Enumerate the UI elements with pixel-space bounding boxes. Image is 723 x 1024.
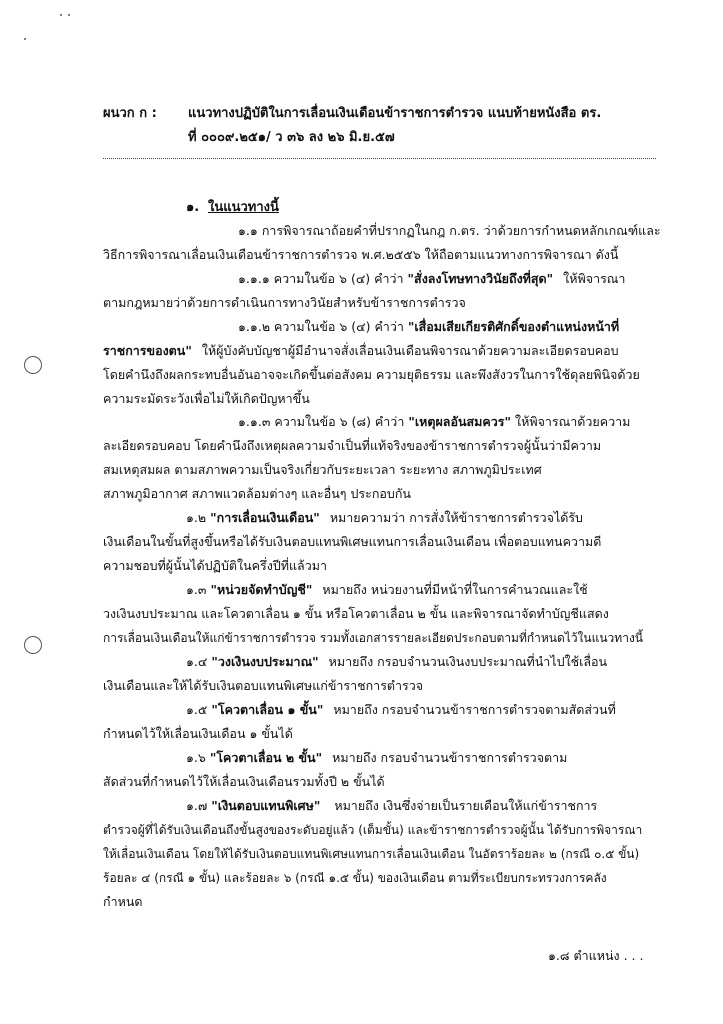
p14-line1	[186, 656, 607, 669]
page-continuation: ๑.๘ ตำแหน่ง . . .	[548, 948, 644, 963]
p112-term1: "เสื่อมเสียเกียรติศักดิ์ของตำแหน่งหน้าที่	[407, 319, 620, 334]
punch-hole-upper	[24, 356, 42, 374]
p14-line2: เงินเดือนและให้ได้รับเงินตอบแทนพิเศษแก่ข้าราชการตำรวจ	[103, 678, 424, 693]
p112-lead: ๑.๑.๒ ความในข้อ ๖ (๔) คำว่า	[238, 319, 404, 334]
p17-line3: ให้เลื่อนเงินเดือน โดยให้ได้รับเงินตอบแทนพิเศษแทนการเลื่อนเงินเดือน ในอัตราร้อยละ ๒ (กรณี ๐.๕ ขั้น)	[103, 847, 640, 861]
p15-line1	[186, 704, 616, 717]
annex-title-line2: ที่ ๐๐๐๙.๒๕๑/ ว ๓๖ ลง ๒๖ มิ.ย.๕๗	[188, 130, 395, 145]
scan-speck	[68, 14, 70, 16]
p113-line4: สภาพภูมิอากาศ สภาพแวดล้อมต่างๆ และอื่นๆ ประกอบกัน	[103, 486, 411, 501]
annex-title-line1: แนวทางปฏิบัติในการเลื่อนเงินเดือนข้าราชการตำรวจ แนบท้ายหนังสือ ตร.	[188, 106, 602, 121]
p112-line2-tail: ให้ผู้บังคับบัญชาผู้มีอำนาจสั่งเลื่อนเงินเดือนพิจารณาด้วยความละเอียดรอบคอบ	[201, 343, 619, 358]
p113-line3: สมเหตุสมผล ตามสภาพความเป็นจริงเกี่ยวกับระยะเวลา ระยะทาง สภาพภูมิประเทศ	[103, 462, 542, 477]
scan-speck	[24, 38, 26, 40]
section-heading: ในแนวทางนี้	[208, 200, 279, 215]
p17-term: "เงินตอบแทนพิเศษ"	[211, 798, 321, 813]
p15-tail: หมายถึง กรอบจำนวนข้าราชการตำรวจตามสัดส่วนที่	[333, 702, 616, 717]
p16-line1	[186, 752, 567, 765]
p17-line5: กำหนด	[103, 894, 143, 909]
p17-line1	[186, 800, 597, 813]
p112-line4: ความระมัดระวังเพื่อไม่ให้เกิดปัญหาขึ้น	[103, 391, 310, 406]
p12-num: ๑.๒	[186, 510, 207, 525]
p113-lead: ๑.๑.๓ ความในข้อ ๖ (๘) คำว่า	[238, 414, 405, 429]
p111-line1	[238, 273, 625, 286]
p111-line2: ตามกฎหมายว่าด้วยการดำเนินการทางวินัยสำหรับข้าราชการตำรวจ	[103, 295, 466, 310]
p13-line2: วงเงินงบประมาณ และโควตาเลื่อน ๑ ขั้น หรือโควตาเลื่อน ๒ ขั้น และพิจารณาจัดทำบัญชีแสดง	[103, 606, 609, 621]
punch-hole-lower	[24, 636, 42, 654]
p15-line2: กำหนดไว้ให้เลื่อนเงินเดือน ๑ ขั้นได้	[103, 726, 293, 741]
p111-lead: ๑.๑.๑ ความในข้อ ๖ (๔) คำว่า	[238, 271, 404, 286]
annex-label: ผนวก ก :	[103, 106, 157, 121]
p112-line2	[103, 345, 619, 358]
p16-num: ๑.๖	[186, 750, 206, 765]
p14-num: ๑.๔	[186, 654, 208, 669]
p12-line1	[186, 512, 583, 525]
p11-line1: ๑.๑ การพิจารณาถ้อยคำที่ปรากฏในกฎ ก.ตร. ว่าด้วยการกำหนดหลักเกณฑ์และ	[238, 223, 661, 238]
p13-line1	[186, 584, 588, 597]
p13-num: ๑.๓	[186, 582, 207, 597]
p15-num: ๑.๕	[186, 702, 208, 717]
p11-line2: วิธีการพิจารณาเลื่อนเงินเดือนข้าราชการตำรวจ พ.ศ.๒๕๕๖ ให้ถือตามแนวทางการพิจารณา ดังนี้	[103, 247, 619, 262]
p13-tail: หมายถึง หน่วยงานที่มีหน้าที่ในการคำนวณและใช้	[322, 582, 588, 597]
p112-line1	[238, 321, 619, 334]
p13-line3: การเลื่อนเงินเดือนให้แก่ข้าราชการตำรวจ รวมทั้งเอกสารรายละเอียดประกอบตามที่กำหนดไว้ในแนวทางนี้	[103, 631, 644, 645]
p113-line1	[238, 416, 630, 429]
p12-term: "การเลื่อนเงินเดือน"	[210, 510, 320, 525]
p12-tail: หมายความว่า การสั่งให้ข้าราชการตำรวจได้รับ	[329, 510, 583, 525]
p12-line3: ความชอบที่ผู้นั้นได้ปฏิบัติในครึ่งปีที่แล้วมา	[103, 558, 327, 573]
p14-term: "วงเงินงบประมาณ"	[211, 654, 319, 669]
p113-term: "เหตุผลอันสมควร"	[408, 414, 511, 429]
p112-term2: ราชการของตน"	[103, 343, 192, 358]
p13-term: "หน่วยจัดทำบัญชี"	[210, 582, 313, 597]
p111-term: "สั่งลงโทษทางวินัยถึงที่สุด"	[407, 271, 554, 286]
p16-tail: หมายถึง กรอบจำนวนข้าราชการตำรวจตาม	[332, 750, 568, 765]
p17-tail: หมายถึง เงินซึ่งจ่ายเป็นรายเดือนให้แก่ข้าราชการ	[334, 798, 598, 813]
p17-num: ๑.๗	[186, 798, 208, 813]
section-number: ๑.	[186, 200, 200, 215]
p17-line4: ร้อยละ ๔ (กรณี ๑ ขั้น) และร้อยละ ๖ (กรณี ๑.๕ ขั้น) ของเงินเดือน ตามที่ระเบียบกระทรวงการคลัง	[103, 871, 607, 885]
p14-tail: หมายถึง กรอบจำนวนเงินงบประมาณที่นำไปใช้เลื่อน	[328, 654, 608, 669]
p113-tail: ให้พิจารณาด้วยความ	[514, 414, 631, 429]
header-divider	[103, 158, 656, 159]
p15-term: "โควตาเลื่อน ๑ ขั้น"	[211, 702, 324, 717]
p112-line3: โดยคำนึงถึงผลกระทบอื่นอันอาจจะเกิดขึ้นต่อสังคม ความยุติธรรม และพึงสังวรในการใช้ดุลยพินิจด้วย	[103, 367, 640, 382]
p16-term: "โควตาเลื่อน ๒ ขั้น"	[209, 750, 323, 765]
p17-line2: ตำรวจผู้ที่ได้รับเงินเดือนถึงขั้นสูงของระดับอยู่แล้ว (เต็มขั้น) และข้าราชการตำรวจผู้นั้น ได้รับการพิจารณา	[103, 823, 643, 837]
p113-line2: ละเอียดรอบคอบ โดยคำนึงถึงเหตุผลความจำเป็นที่แท้จริงของข้าราชการตำรวจผู้นั้นว่ามีความ	[103, 438, 602, 453]
scan-speck	[60, 14, 62, 16]
p111-tail: ให้พิจารณา	[563, 271, 626, 286]
p16-line2: สัดส่วนที่กำหนดไว้ให้เลื่อนเงินเดือนรวมทั้งปี ๒ ขั้นได้	[103, 774, 385, 789]
p12-line2: เงินเดือนในขั้นที่สูงขึ้นหรือได้รับเงินตอบแทนพิเศษแทนการเลื่อนเงินเดือน เพื่อตอบแทนความดี	[103, 534, 602, 549]
